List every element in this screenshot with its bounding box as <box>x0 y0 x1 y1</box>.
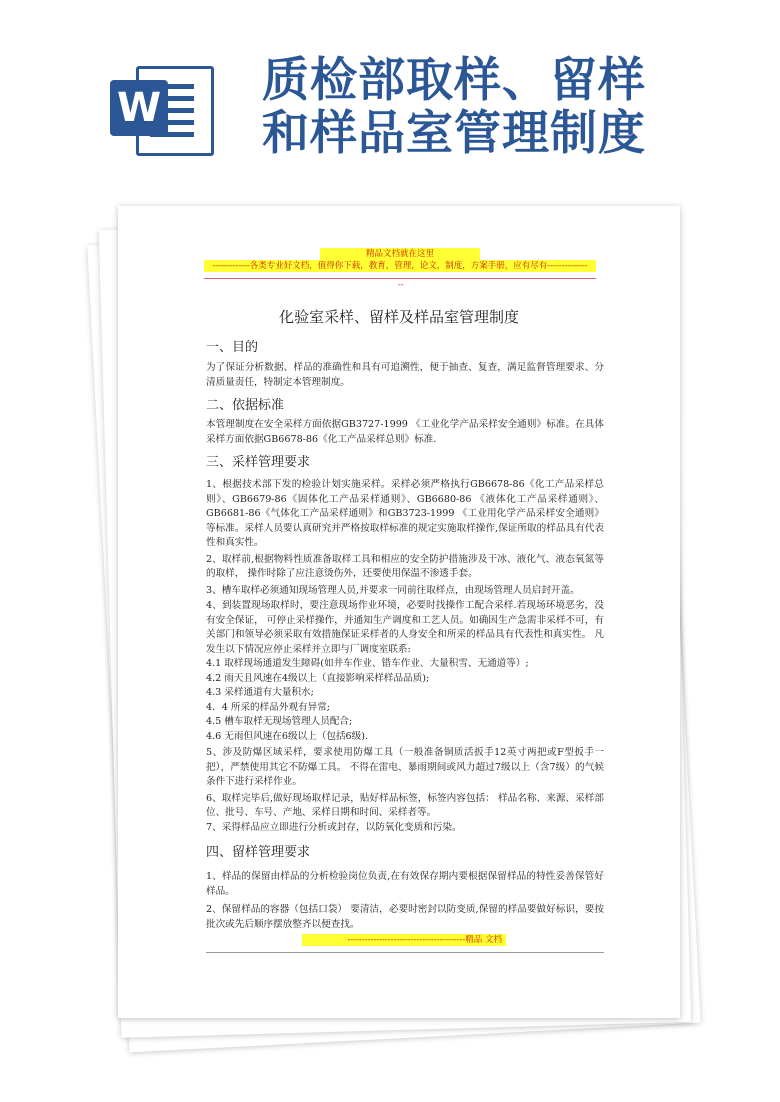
list-item: 4.2 雨天且风速在4级以上（直接影响采样样品品质); <box>206 672 430 684</box>
banner-line-1: 精品文档就在这里 <box>320 248 480 260</box>
list-item: 4.1 取样现场通道发生障碍(如井车作业、错车作业、大量积雪、无通道等）; <box>206 658 529 669</box>
paragraph: 1、根据技术部下发的检验计划实施采样。采样必须严格执行GB6678-86《化工产品采样总则》、GB6679-86《固体化工产品采样通则》、GB6680-86 《液体化工产品采样通则》、GB6681-86《气体化工产品采样通则》和GB3723-1999 《工业用化学产品采样安全通则》等标准。采样人员要认真研究并严格按取样标准的规定实施取样操作,保证所取的样品具有代表性和真实性。 <box>206 479 604 548</box>
paragraph: 6、取样完毕后,做好现场取样记录，贴好样品标签，标签内容包括： 样品名称、来源、采样部位、批号、车号、产地、采样日期和时间、采样者等。 <box>206 792 604 818</box>
document-page <box>118 206 680 1018</box>
list-item: 4.5 槽车取样无现场管理人员配合; <box>206 716 353 727</box>
paragraph: 5、涉及防爆区域采样，要求使用防爆工具（一般准备铜质活扳手12英寸两把或F型扳手一把），严禁使用其它不防爆工具。 不得在雷电、暴雨期间或风力超过7级以上（含7级）的气候条件下进行采样作业。 <box>206 747 604 787</box>
document-body <box>206 336 604 932</box>
section-heading: 三、采样管理要求 <box>206 455 311 470</box>
paragraph: 本管理制度在安全采样方面依据GB3727-1999 《工业化学产品采样安全通则》标准。在具体采样方面依据GB6678-86《化工产品采样总则》标准. <box>206 419 604 445</box>
title-line-2: 和样品室管理制度 <box>262 106 646 161</box>
paragraph: 4、到装置现场取样时，要注意现场作业环境，必要时找操作工配合采样.若现场环境恶劣，没有安全保证， 可停止采样操作，并通知生产调度和工艺人员。如确因生产急需非采样不可，有关部门和领导必须采取有效措施保证采样者的人身安全和所采的样品具有代表性和真实性。 凡发生以下情况应停止采样并立即与厂调度室联系: <box>206 600 604 655</box>
document-title: 化验室采样、留样及样品室管理制度 <box>278 308 519 326</box>
list-item: 4．4 所采的样品外观有异常; <box>206 701 331 713</box>
banner-divider <box>204 278 596 279</box>
promo-banner <box>204 248 596 272</box>
paragraph: 3、槽车取样必须通知现场管理人员,并要求一同前往取样点，由现场管理人员启封开盖。 <box>206 584 580 596</box>
banner-line-2: -------------各类专业好文档，值得你下载，教育，管理，论文，制度，方案手册，应有尽有-------------- <box>204 260 596 272</box>
paragraph: 为了保证分析数据、样品的准确性和具有可追溯性，便于抽查、复查，满足监督管理要求、分清质量责任，特制定本管理制度。 <box>206 362 604 388</box>
page-title <box>262 54 682 160</box>
footer-banner: -----------------------------------------精品 文档 <box>302 934 506 946</box>
paragraph: 7、采得样品应立即进行分析或封存，以防氧化变质和污染。 <box>206 821 462 833</box>
list-item: 4.3 采样通道有大量积水; <box>206 687 314 698</box>
header <box>0 0 780 200</box>
paragraph: 2、保留样品的容器（包括口袋） 要清洁，必要时密封以防变质,保留的样品要做好标识，要按批次或先后顺序摆放整齐以便查找。 <box>206 904 604 930</box>
section-heading: 二、依据标准 <box>206 398 285 413</box>
word-w-badge: W <box>110 80 168 136</box>
section-heading: 四、留样管理要求 <box>206 845 311 860</box>
title-line-1: 质检部取样、留样 <box>262 53 646 108</box>
list-item: 4.6 无雨但风速在6级以上（包括6级). <box>206 730 369 742</box>
banner-dash: -- <box>398 280 404 289</box>
word-document-icon <box>110 62 212 154</box>
section-heading: 一、目的 <box>206 340 259 355</box>
footer-divider <box>206 952 604 953</box>
paragraph: 1、样品的保留由样品的分析检验岗位负责,在有效保存期内要根据保留样品的特性妥善保管好样品。 <box>206 871 604 897</box>
paragraph: 2、取样前,根据物料性质准备取样工具和相应的安全防护措施涉及干冰、液化气、液态氧氮等的取样， 操作时除了应注意烫伤外，还要使用保温不渗透手套。 <box>206 553 604 579</box>
